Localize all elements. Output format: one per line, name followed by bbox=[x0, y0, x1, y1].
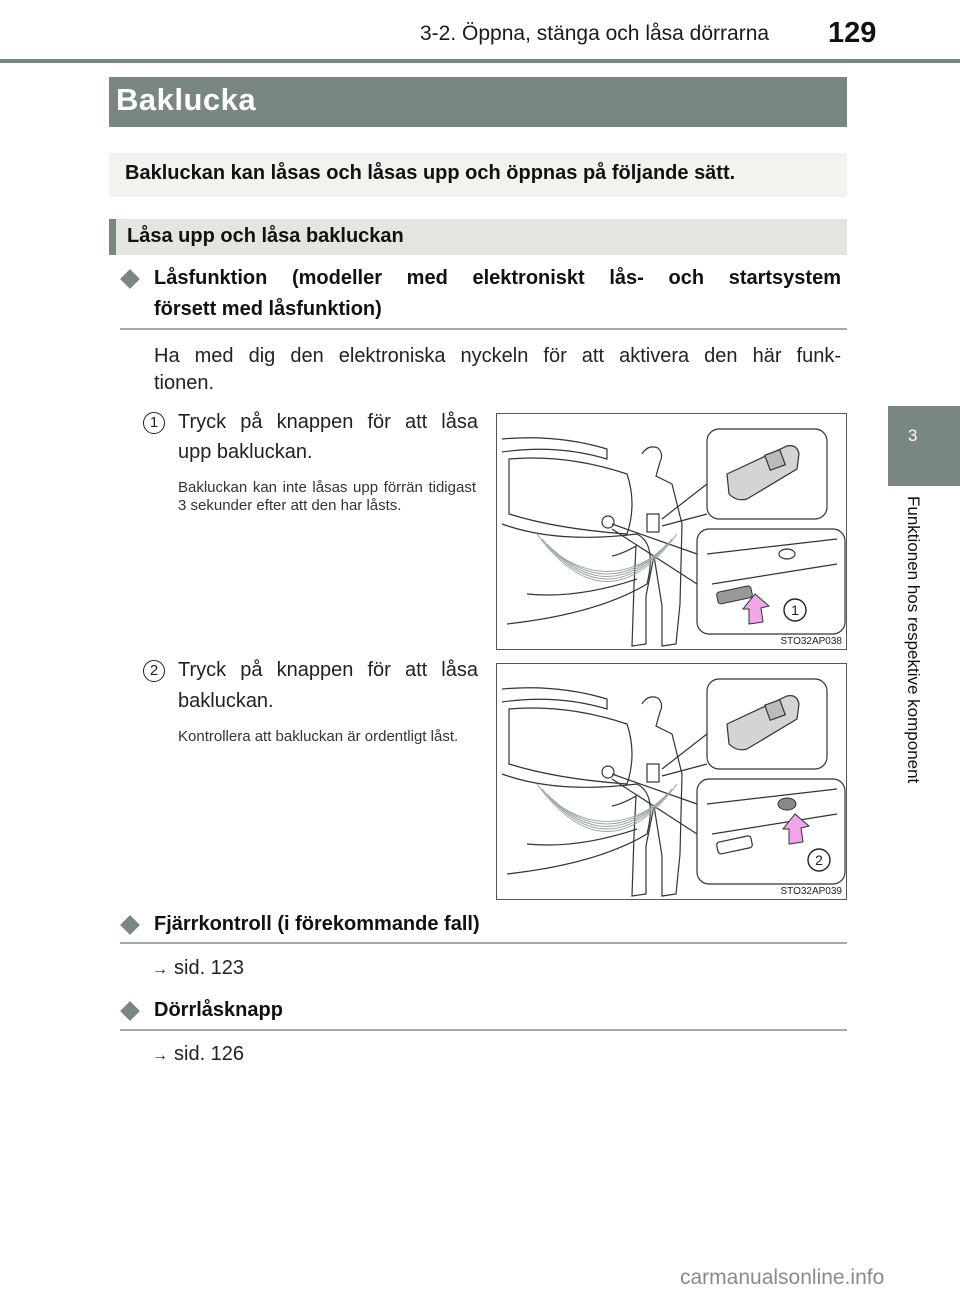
subsection-heading bbox=[109, 219, 847, 255]
chapter-title-vertical bbox=[895, 496, 925, 836]
item-title-locking-function-line2: försett med låsfunktion) bbox=[154, 298, 382, 320]
page-title: Baklucka bbox=[116, 82, 257, 117]
illustration-lock-tailgate bbox=[496, 663, 847, 900]
figure-callout-1: 1 bbox=[791, 602, 799, 618]
step-1-text-line1: Tryck på knappen för att låsa bbox=[178, 411, 478, 433]
watermark: carmanualsonline.info bbox=[680, 1266, 885, 1289]
illustration-unlock-tailgate bbox=[496, 413, 847, 650]
page-number: 129 bbox=[828, 17, 877, 49]
diamond-bullet-icon bbox=[120, 915, 140, 935]
car-tailgate-illustration bbox=[497, 414, 847, 650]
page-reference-link[interactable] bbox=[152, 957, 244, 980]
step-number-badge: 2 bbox=[143, 660, 165, 682]
item-title-remote-control: Fjärrkontroll (i förekommande fall) bbox=[154, 913, 480, 935]
diamond-bullet-icon bbox=[120, 269, 140, 289]
item-title-door-lock-button: Dörrlåsknapp bbox=[154, 999, 283, 1021]
chapter-title: Funktionen hos respektive komponent bbox=[904, 496, 923, 784]
intro-box bbox=[109, 153, 847, 197]
item-divider bbox=[120, 942, 847, 944]
running-header-section: 3-2. Öppna, stänga och låsa dörrarna bbox=[420, 22, 770, 45]
subsection-title: Låsa upp och låsa bakluckan bbox=[127, 225, 404, 247]
figure-callout-2: 2 bbox=[815, 852, 823, 868]
step-1-note: Bakluckan kan inte låsas upp förrän tidigast 3 sekunder efter att den har låsts. bbox=[178, 479, 476, 514]
chapter-number: 3 bbox=[908, 426, 918, 445]
page-reference-text: sid. 123 bbox=[174, 957, 245, 979]
page-reference-text: sid. 126 bbox=[174, 1043, 245, 1065]
item-divider bbox=[120, 1029, 847, 1031]
figure-code: STO32AP039 bbox=[780, 886, 842, 897]
item-divider bbox=[120, 328, 847, 330]
page-title-bar bbox=[109, 77, 847, 127]
header-divider bbox=[0, 59, 960, 63]
intro-text: Bakluckan kan låsas och låsas upp och öppnas på följande sätt. bbox=[125, 162, 736, 184]
step-number-badge: 1 bbox=[143, 412, 165, 434]
arrow-right-icon: → bbox=[152, 1047, 168, 1064]
item-description-line2: tionen. bbox=[154, 372, 215, 394]
page-reference-link[interactable] bbox=[152, 1043, 244, 1066]
arrow-right-icon: → bbox=[152, 961, 168, 978]
car-tailgate-illustration bbox=[497, 664, 847, 900]
step-2-text-line2: bakluckan. bbox=[178, 690, 274, 712]
figure-code: STO32AP038 bbox=[780, 636, 842, 647]
diamond-bullet-icon bbox=[120, 1001, 140, 1021]
step-1-text-line2: upp bakluckan. bbox=[178, 441, 313, 463]
step-2-note: Kontrollera att bakluckan är ordentligt låst. bbox=[178, 728, 459, 745]
item-title-locking-function-line1: Låsfunktion (modeller med elektroniskt lås- och startsystem bbox=[154, 267, 841, 289]
item-description-line1: Ha med dig den elektroniska nyckeln för att aktivera den här funk- bbox=[154, 345, 841, 367]
step-2-text-line1: Tryck på knappen för att låsa bbox=[178, 659, 478, 681]
chapter-tab[interactable] bbox=[888, 406, 960, 486]
